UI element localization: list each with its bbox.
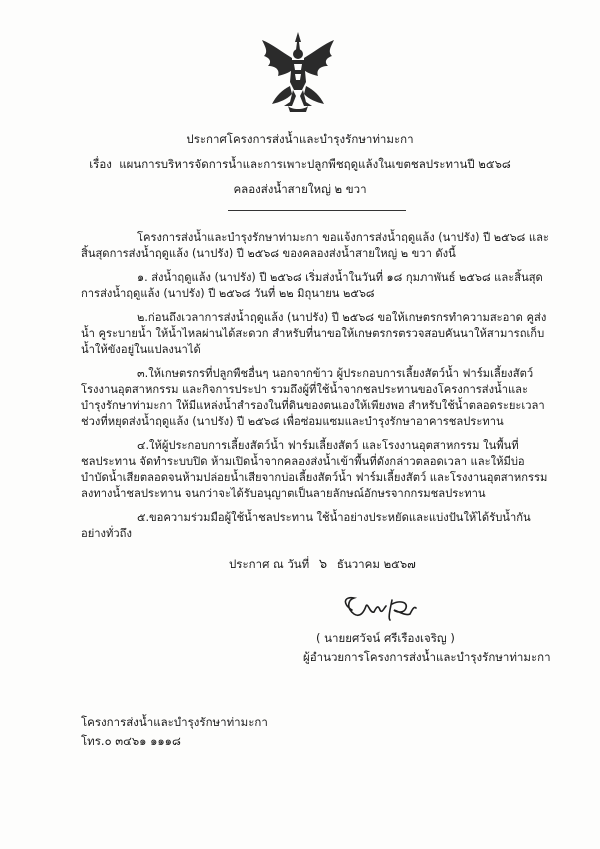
announce-prefix: ประกาศ ณ วันที่ (229, 557, 310, 571)
announcement-heading: ประกาศโครงการส่งน้ำและบำรุงรักษาท่ามะกา (186, 132, 414, 146)
intro-paragraph: โครงการส่งน้ำและบำรุงรักษาท่ามะกา ขอแจ้งการส่งน้ำฤดูแล้ง (นาปรัง) ปี ๒๕๖๘ และสิ้นสุดการส่งน้ำฤดูแล้ง (นาปรัง) ปี ๒๕๖๘ ของคลองส่งน้ำสายใหญ่ ๒ ขวา ดังนี้ (81, 231, 549, 260)
item-4: ๔.ให้ผู้ประกอบการเลี้ยงสัตว์น้ำ ฟาร์มเลี้ยงสัตว์ และโรงงานอุตสาหกรรม ในพื้นที่ชลประทาน จัดทำระบบปิด ห้ามเปิดน้ำจากคลองส่งน้ำเข้าพื้นที่ดังกล่าวตลอดเวลา และให้มีบ่อบำบัดน้ำเสียตลอดจนห้ามปล่อยน้ำเสียจากบ่อเลี้ยงสัตว์น้ำ ฟาร์มเลี้ยงสัตว์ และโรงงานอุตสาหกรรมลงทางน้ำชลประทาน จนกว่าจะได้รับอนุญาตเป็นลายลักษณ์อักษรจากกรมชลประทาน (81, 439, 548, 500)
announce-month-year: ธันวาคม ๒๕๖๗ (336, 557, 416, 571)
signatory-title: ผู้อำนวยการโครงการส่งน้ำและบำรุงรักษาท่ามะกา (303, 650, 551, 664)
item-5: ๕.ขอความร่วมมือผู้ใช้น้ำชลประทาน ใช้น้ำอย่างประหยัดและแบ่งปันให้ได้รับน้ำกันอย่างทั่วถึง (81, 511, 531, 540)
subject-line (40, 156, 560, 174)
announce-day: ๖ (318, 557, 328, 572)
garuda-emblem-icon (258, 30, 338, 114)
item-3: ๓.ให้เกษตรกรที่ปลูกพืชอื่นๆ นอกจากข้าว ผู้ประกอบการเลี้ยงสัตว์น้ำ ฟาร์มเลี้ยงสัตว์ โรงงานอุตสาหกรรม และกิจการประปา รวมถึงผู้ที่ใช้น้ำจากชลประทานของโครงการส่งน้ำและบำรุงรักษาท่ามะกา ให้มีแหล่งน้ำสำรองในที่ดินของตนเองให้เพียงพอ สำหรับใช้น้ำตลอดระยะเวลาช่วงที่หยุดส่งน้ำฤดูแล้ง (นาปรัง) ปี ๒๕๖๘ เพื่อซ่อมแซมและบำรุงรักษาอาคารชลประทาน (81, 367, 545, 428)
announce-date (229, 553, 416, 574)
heading-divider (228, 210, 406, 211)
footer-phone: โทร.๐ ๓๔๖๑ ๑๑๑๘ (81, 734, 181, 748)
canal-name: คลองส่งน้ำสายใหญ่ ๒ ขวา (233, 182, 367, 196)
item-2: ๒.ก่อนถึงเวลาการส่งน้ำฤดูแล้ง (นาปรัง) ปี ๒๕๖๘ ขอให้เกษตรกรทำความสะอาด คูส่งน้ำ คูระบายน้ำ ให้น้ำไหลผ่านได้สะดวก สำหรับที่นาขอให้เกษตรกรตรวจสอบคันนาให้สามารถเก็บน้ำให้ขังอยู่ในแปลงนาได้ (81, 311, 547, 356)
signatory-name: ( นายยศวัจน์ ศรีเรืองเจริญ ) (316, 631, 455, 645)
subject-label: เรื่อง (89, 157, 112, 171)
item-1: ๑. ส่งน้ำฤดูแล้ง (นาปรัง) ปี ๒๕๖๘ เริ่มส่งน้ำในวันที่ ๑๘ กุมภาพันธ์ ๒๕๖๘ และสิ้นสุดการส่งน้ำฤดูแล้ง (นาปรัง) ปี ๒๕๖๘ วันที่ ๒๒ มิถุนายน ๒๕๖๘ (81, 271, 543, 300)
subject-text: แผนการบริหารจัดการน้ำและการเพาะปลูกพืชฤดูแล้งในเขตชลประทานปี ๒๕๖๘ (119, 157, 511, 171)
announcement-body (81, 230, 549, 550)
handwritten-signature-icon (338, 590, 420, 626)
footer-office: โครงการส่งน้ำและบำรุงรักษาท่ามะกา (81, 715, 268, 729)
